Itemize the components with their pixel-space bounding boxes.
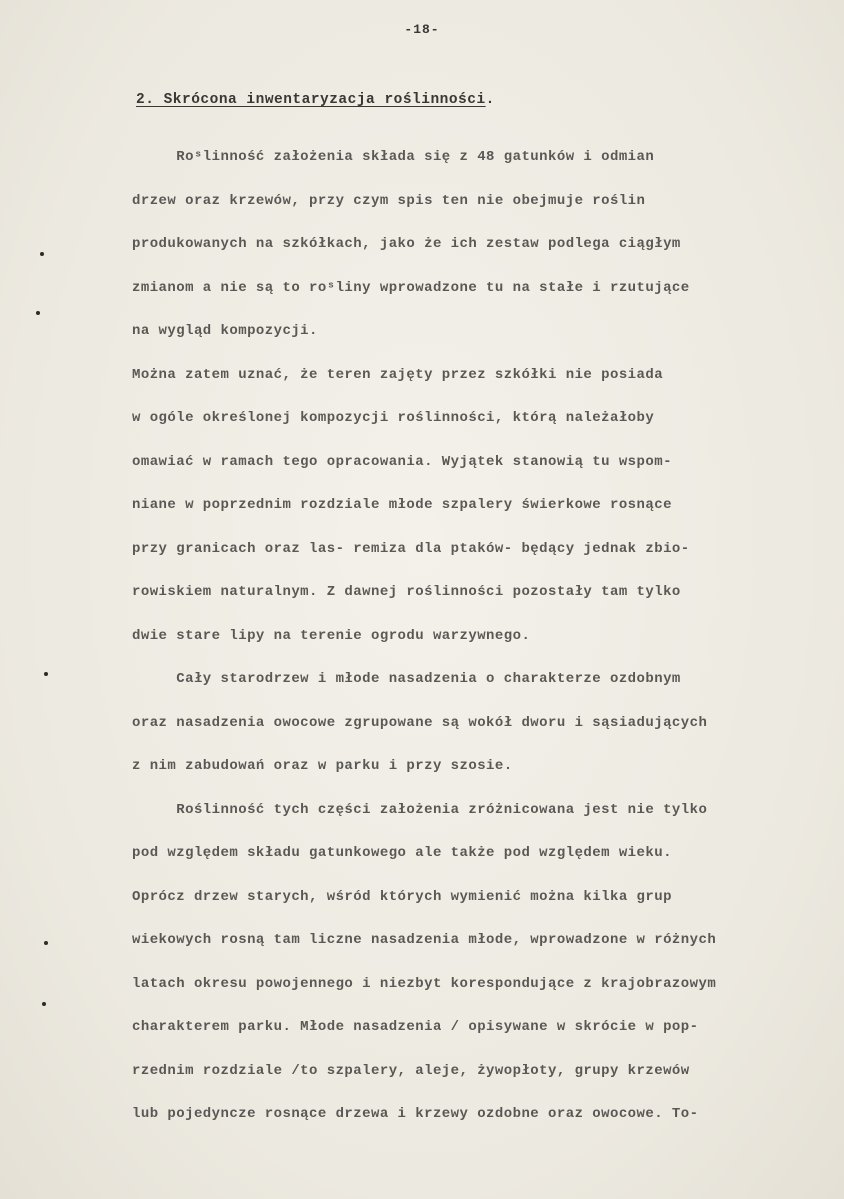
section-heading bbox=[136, 92, 495, 108]
text-line: charakterem parku. Młode nasadzenia / opisywane w skrócie w pop- bbox=[132, 1019, 699, 1035]
text-line: oraz nasadzenia owocowe zgrupowane są wokół dworu i sąsiadujących bbox=[132, 714, 708, 731]
section-heading-text: 2. Skrócona inwentaryzacja roślinności bbox=[136, 92, 486, 108]
text-line: latach okresu powojennego i niezbyt korespondujące z krajobrazowym bbox=[132, 975, 717, 992]
margin-dot bbox=[40, 252, 44, 256]
body-text bbox=[132, 146, 822, 1147]
margin-dot bbox=[36, 311, 40, 315]
text-line: Oprócz drzew starych, wśród których wymienić można kilka grup bbox=[132, 888, 672, 905]
text-line: drzew oraz krzewów, przy czym spis ten nie obejmuje roślin bbox=[132, 192, 646, 209]
text-line: omawiać w ramach tego opracowania. Wyjątek stanowią tu wspom- bbox=[132, 453, 672, 470]
text-line: z nim zabudowań oraz w parku i przy szosie. bbox=[132, 758, 513, 774]
text-line: Cały starodrzew i młode nasadzenia o charakterze ozdobnym bbox=[132, 671, 681, 687]
text-line: lub pojedyncze rosnące drzewa i krzewy ozdobne oraz owocowe. To- bbox=[132, 1106, 699, 1122]
text-line: na wygląd kompozycji. bbox=[132, 323, 318, 339]
text-line: niane w poprzednim rozdziale młode szpalery świerkowe rosnące bbox=[132, 497, 672, 513]
text-line: zmianom a nie są to roˢliny wprowadzone tu na stałe i rzutujące bbox=[132, 279, 690, 296]
text-line: rowiskiem naturalnym. Z dawnej roślinności pozostały tam tylko bbox=[132, 584, 681, 600]
text-line: dwie stare lipy na terenie ogrodu warzywnego. bbox=[132, 627, 531, 644]
margin-dot bbox=[42, 1002, 46, 1006]
margin-dot bbox=[44, 672, 48, 676]
text-line: wiekowych rosną tam liczne nasadzenia młode, wprowadzone w różnych bbox=[132, 932, 717, 948]
text-line: Można zatem uznać, że teren zajęty przez szkółki nie posiada bbox=[132, 366, 664, 383]
text-line: produkowanych na szkółkach, jako że ich zestaw podlega ciągłym bbox=[132, 236, 681, 252]
text-line: rzednim rozdziale /to szpalery, aleje, żywopłoty, grupy krzewów bbox=[132, 1062, 690, 1079]
section-heading-period: . bbox=[485, 92, 495, 108]
text-line: Roślinność tych części założenia zróżnicowana jest nie tylko bbox=[132, 801, 708, 818]
text-line: Roˢlinność założenia składa się z 48 gatunków i odmian bbox=[132, 149, 655, 165]
text-line: pod względem składu gatunkowego ale także pod względem wieku. bbox=[132, 845, 672, 861]
margin-dot bbox=[44, 941, 48, 945]
page-number: -18- bbox=[404, 22, 440, 37]
text-line: przy granicach oraz las- remiza dla ptaków- będący jednak zbio- bbox=[132, 540, 690, 557]
text-line: w ogóle określonej kompozycji roślinności, którą należałoby bbox=[132, 410, 655, 426]
